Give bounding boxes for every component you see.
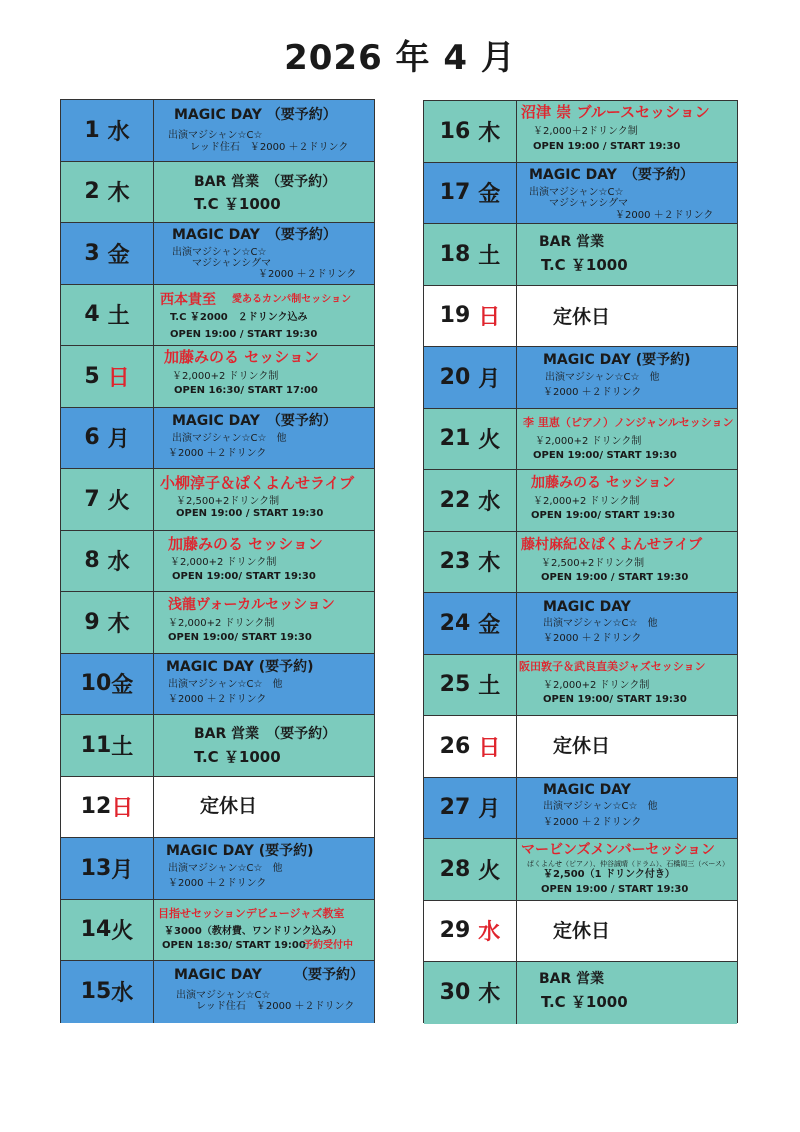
schedule-row-day-11 bbox=[61, 715, 374, 777]
weekday: 火 bbox=[107, 488, 130, 514]
event-line: MAGIC DAY (要予約) bbox=[543, 352, 691, 368]
schedule-row-day-17 bbox=[424, 163, 737, 225]
event-line: T.C ￥1000 bbox=[541, 256, 628, 274]
event-cell bbox=[517, 962, 737, 1024]
weekday: 水 bbox=[111, 981, 134, 1007]
event-line: MAGIC DAY (要予約) bbox=[166, 843, 314, 859]
weekday: 火 bbox=[478, 858, 501, 884]
date-cell bbox=[61, 715, 154, 776]
date-cell bbox=[424, 347, 517, 408]
event-line: ￥2000 ＋２ドリンク bbox=[543, 387, 642, 398]
event-line: 出演マジシャン☆C☆ bbox=[172, 247, 267, 258]
event-cell bbox=[517, 839, 737, 900]
event-cell bbox=[154, 900, 374, 961]
date-cell bbox=[424, 286, 517, 347]
event-line: OPEN 19:00 / START 19:30 bbox=[170, 328, 318, 340]
event-line: OPEN 19:00 / START 19:30 bbox=[541, 571, 689, 583]
schedule-row-day-13 bbox=[61, 838, 374, 900]
schedule-row-day-4 bbox=[61, 285, 374, 347]
event-line: マジシャンシグマ bbox=[549, 197, 629, 209]
event-line: ￥2,500（1 ドリンク付き） bbox=[543, 869, 675, 880]
event-line: MAGIC DAY （要予約） bbox=[172, 412, 337, 429]
event-cell bbox=[154, 285, 374, 346]
weekday: 水 bbox=[107, 119, 130, 145]
event-cell bbox=[154, 223, 374, 284]
event-line: 出演マジシャン☆C☆ 他 bbox=[172, 432, 287, 444]
event-line: ￥2000 ＋２ドリンク bbox=[168, 693, 267, 705]
date-cell bbox=[424, 470, 517, 531]
date-cell bbox=[61, 777, 154, 838]
event-line: BAR 営業 bbox=[539, 234, 605, 250]
closed-day-label: 定休日 bbox=[553, 305, 611, 328]
event-line: OPEN 19:00 / START 19:30 bbox=[541, 884, 689, 895]
schedule-column-right bbox=[423, 100, 738, 1023]
event-cell bbox=[517, 409, 737, 470]
weekday: 木 bbox=[478, 120, 501, 146]
event-line: ￥2,000＋2ドリンク制 bbox=[533, 126, 638, 137]
event-cell bbox=[154, 346, 374, 407]
date-cell bbox=[424, 593, 517, 654]
weekday: 金 bbox=[111, 673, 134, 699]
event-line: OPEN 19:00/ START 19:30 bbox=[531, 510, 675, 521]
date-cell bbox=[424, 224, 517, 285]
weekday: 日 bbox=[478, 305, 501, 331]
weekday: 月 bbox=[478, 797, 501, 823]
day-number: 18 bbox=[439, 241, 471, 267]
date-cell bbox=[61, 346, 154, 407]
event-line: 沼津 崇 ブルースセッション bbox=[521, 103, 710, 121]
date-cell bbox=[61, 469, 154, 530]
event-cell bbox=[517, 716, 737, 777]
schedule-row-day-18 bbox=[424, 224, 737, 286]
weekday: 金 bbox=[478, 612, 501, 638]
event-line: OPEN 18:30/ START 19:00 bbox=[162, 939, 306, 951]
schedule-row-day-16 bbox=[424, 101, 737, 163]
event-line: 西本貴至 bbox=[160, 291, 216, 308]
day-number: 6 bbox=[84, 425, 100, 451]
schedule-row-day-10 bbox=[61, 654, 374, 716]
event-line: ￥2,000+2 ドリンク制 bbox=[533, 496, 640, 507]
event-line: T.C ￥1000 bbox=[541, 993, 628, 1011]
event-line: 浅龍ヴォーカルセッション bbox=[168, 597, 335, 613]
schedule-row-day-27 bbox=[424, 778, 737, 840]
schedule-row-day-24 bbox=[424, 593, 737, 655]
day-number: 25 bbox=[439, 672, 471, 698]
event-cell bbox=[154, 531, 374, 592]
day-number: 12 bbox=[80, 794, 112, 820]
date-cell bbox=[424, 901, 517, 962]
event-line: BAR 営業 （要予約） bbox=[194, 726, 337, 742]
closed-day-label: 定休日 bbox=[553, 735, 611, 757]
schedule-row-day-7 bbox=[61, 469, 374, 531]
event-line: OPEN 19:00/ START 19:30 bbox=[543, 693, 687, 705]
event-line: MAGIC DAY bbox=[174, 967, 262, 983]
date-cell bbox=[424, 655, 517, 716]
event-line: ￥2,000+2 ドリンク制 bbox=[172, 371, 279, 382]
event-cell bbox=[517, 655, 737, 716]
day-number: 5 bbox=[84, 363, 100, 389]
day-number: 22 bbox=[439, 487, 471, 513]
event-cell bbox=[517, 532, 737, 593]
day-number: 17 bbox=[439, 180, 471, 206]
weekday: 火 bbox=[111, 919, 134, 945]
closed-day-label: 定休日 bbox=[553, 919, 611, 942]
date-cell bbox=[61, 100, 154, 161]
day-number: 3 bbox=[84, 240, 100, 266]
day-number: 20 bbox=[439, 364, 471, 390]
event-line: MAGIC DAY bbox=[543, 781, 631, 798]
event-line: 出演マジシャン☆C☆ 他 bbox=[168, 863, 283, 874]
event-line: ￥2000 ＋２ドリンク bbox=[168, 878, 267, 889]
day-number: 27 bbox=[439, 795, 471, 821]
schedule-row-day-19 bbox=[424, 286, 737, 348]
schedule-row-day-22 bbox=[424, 470, 737, 532]
day-number: 14 bbox=[80, 917, 112, 943]
date-cell bbox=[61, 654, 154, 715]
event-line: ￥2000 ＋２ドリンク bbox=[258, 269, 357, 280]
schedule-row-day-30 bbox=[424, 962, 737, 1024]
event-line: ￥2000 ＋２ドリンク bbox=[615, 209, 714, 221]
date-cell bbox=[424, 716, 517, 777]
event-line: T.C ￥1000 bbox=[194, 194, 281, 213]
schedule-row-day-14 bbox=[61, 900, 374, 962]
day-number: 29 bbox=[439, 918, 471, 944]
date-cell bbox=[424, 409, 517, 470]
event-cell bbox=[517, 286, 737, 347]
page-title: 2026 年 4 月 bbox=[284, 38, 516, 78]
event-line: MAGIC DAY bbox=[543, 599, 631, 615]
event-line: 出演マジシャン☆C☆ 他 bbox=[543, 800, 658, 812]
date-cell bbox=[424, 163, 517, 224]
event-line: 出演マジシャン☆C☆ bbox=[168, 130, 263, 141]
event-line: 小柳淳子＆ぱくよんせライブ bbox=[160, 474, 355, 492]
event-line: MAGIC DAY （要予約） bbox=[172, 227, 337, 243]
schedule-row-day-9 bbox=[61, 592, 374, 654]
date-cell bbox=[424, 839, 517, 900]
event-line: マービンズメンバーセッション bbox=[521, 842, 716, 858]
event-line: ￥2,000+2 ドリンク制 bbox=[168, 618, 275, 629]
schedule-row-day-26 bbox=[424, 716, 737, 778]
schedule-row-day-15 bbox=[61, 961, 374, 1023]
event-cell bbox=[154, 838, 374, 899]
event-line: 出演マジシャン☆C☆ 他 bbox=[168, 678, 283, 690]
event-cell bbox=[517, 901, 737, 962]
event-line: MAGIC DAY (要予約) bbox=[166, 658, 314, 675]
day-number: 19 bbox=[439, 303, 471, 329]
event-line: BAR 営業 （要予約） bbox=[194, 173, 337, 190]
event-line: OPEN 16:30/ START 17:00 bbox=[174, 385, 318, 396]
event-line: 李 里恵（ピアノ）ノンジャンルセッション bbox=[523, 415, 734, 429]
weekday: 金 bbox=[107, 242, 130, 268]
event-line: OPEN 19:00/ START 19:30 bbox=[172, 570, 316, 582]
day-number: 30 bbox=[439, 980, 471, 1006]
date-cell bbox=[61, 531, 154, 592]
event-cell bbox=[517, 347, 737, 408]
day-number: 8 bbox=[84, 548, 100, 574]
weekday: 月 bbox=[111, 857, 134, 883]
event-cell bbox=[517, 101, 737, 162]
schedule-row-day-2 bbox=[61, 162, 374, 224]
event-cell bbox=[517, 778, 737, 839]
event-line: ￥2,000+2 ドリンク制 bbox=[535, 435, 642, 447]
schedule-row-day-3 bbox=[61, 223, 374, 285]
weekday: 日 bbox=[107, 365, 130, 391]
weekday: 土 bbox=[111, 734, 134, 760]
event-line: 出演マジシャン☆C☆ bbox=[176, 990, 271, 1001]
day-number: 1 bbox=[84, 117, 100, 143]
date-cell bbox=[424, 962, 517, 1024]
event-cell bbox=[154, 654, 374, 715]
day-number: 24 bbox=[439, 610, 471, 636]
event-line: 阪田敦子＆武良直美ジャズセッション bbox=[519, 659, 706, 673]
day-number: 16 bbox=[439, 118, 471, 144]
closed-day-label: 定休日 bbox=[200, 794, 258, 817]
weekday: 火 bbox=[478, 428, 501, 454]
event-cell bbox=[517, 163, 737, 224]
event-line: OPEN 19:00 / START 19:30 bbox=[533, 141, 681, 152]
event-line: OPEN 19:00/ START 19:30 bbox=[533, 449, 677, 461]
event-line: 愛あるカンパ制セッション bbox=[232, 293, 352, 305]
event-line: レッド住石 ￥2000 ＋２ドリンク bbox=[196, 1001, 355, 1012]
weekday: 木 bbox=[478, 551, 501, 577]
event-cell bbox=[154, 592, 374, 653]
event-line: マジシャンシグマ bbox=[192, 258, 272, 269]
event-line: ￥2000 ＋２ドリンク bbox=[543, 816, 642, 828]
weekday: 土 bbox=[107, 304, 130, 330]
date-cell bbox=[61, 592, 154, 653]
event-cell bbox=[154, 408, 374, 469]
date-cell bbox=[61, 223, 154, 284]
event-line: 藤村麻紀＆ぱくよんせライブ bbox=[521, 536, 703, 553]
event-line: ￥2,000+2 ドリンク制 bbox=[543, 679, 650, 691]
schedule-row-day-28 bbox=[424, 839, 737, 901]
event-cell bbox=[154, 961, 374, 1023]
day-number: 21 bbox=[439, 426, 471, 452]
date-cell bbox=[61, 408, 154, 469]
event-line: ぱくよんせ（ピアノ）、仲谷誠晴（ドラム）、石橋周三（ベース） bbox=[527, 860, 730, 868]
schedule-column-left bbox=[60, 99, 375, 1023]
event-line: T.C ￥1000 bbox=[194, 748, 281, 766]
event-line: 加藤みのる セッション bbox=[164, 348, 319, 366]
date-cell bbox=[61, 285, 154, 346]
event-line: OPEN 19:00 / START 19:30 bbox=[176, 508, 324, 519]
event-line: 出演マジシャン☆C☆ 他 bbox=[545, 372, 660, 383]
date-cell bbox=[61, 900, 154, 961]
day-number: 9 bbox=[84, 609, 100, 635]
event-line: 加藤みのる セッション bbox=[168, 534, 323, 553]
schedule-row-day-6 bbox=[61, 408, 374, 470]
event-line: MAGIC DAY （要予約） bbox=[529, 166, 694, 183]
event-line: 目指せセッションデビュージャズ教室 bbox=[158, 906, 345, 920]
weekday: 水 bbox=[107, 550, 130, 576]
weekday: 水 bbox=[478, 489, 501, 515]
schedule-row-day-25 bbox=[424, 655, 737, 717]
weekday: 月 bbox=[107, 427, 130, 453]
event-line: ￥2,500+2ドリンク制 bbox=[176, 496, 280, 507]
event-line: T.C ￥2000 ２ドリンク込み bbox=[170, 311, 308, 323]
event-cell bbox=[154, 100, 374, 161]
day-number: 4 bbox=[84, 302, 100, 328]
event-line: OPEN 19:00/ START 19:30 bbox=[168, 632, 312, 643]
weekday: 土 bbox=[478, 674, 501, 700]
event-cell bbox=[517, 224, 737, 285]
weekday: 日 bbox=[478, 735, 501, 761]
day-number: 26 bbox=[439, 733, 471, 759]
schedule-row-day-20 bbox=[424, 347, 737, 409]
event-cell bbox=[154, 162, 374, 223]
event-line: BAR 営業 bbox=[539, 971, 605, 987]
weekday: 水 bbox=[478, 920, 501, 946]
event-cell bbox=[154, 777, 374, 838]
event-cell bbox=[517, 593, 737, 654]
day-number: 11 bbox=[80, 732, 112, 758]
event-line: ￥2,500+2ドリンク制 bbox=[541, 557, 645, 569]
event-cell bbox=[154, 469, 374, 530]
date-cell bbox=[424, 778, 517, 839]
schedule-row-day-5 bbox=[61, 346, 374, 408]
schedule-row-day-21 bbox=[424, 409, 737, 471]
weekday: 日 bbox=[111, 796, 134, 822]
event-line: （要予約） bbox=[294, 967, 364, 983]
date-cell bbox=[61, 838, 154, 899]
event-line: 予約受付中 bbox=[303, 939, 353, 951]
date-cell bbox=[61, 961, 154, 1023]
event-line: ￥2,000+2 ドリンク制 bbox=[170, 556, 277, 568]
day-number: 2 bbox=[84, 179, 100, 205]
date-cell bbox=[424, 101, 517, 162]
schedule-row-day-23 bbox=[424, 532, 737, 594]
event-line: ￥3000（教材費、ワンドリンク込み） bbox=[164, 925, 342, 937]
weekday: 木 bbox=[107, 181, 130, 207]
event-line: ￥2000 ＋２ドリンク bbox=[543, 633, 642, 644]
day-number: 13 bbox=[80, 855, 112, 881]
schedule-row-day-29 bbox=[424, 901, 737, 963]
schedule-row-day-1 bbox=[61, 100, 374, 162]
day-number: 28 bbox=[439, 856, 471, 882]
date-cell bbox=[61, 162, 154, 223]
day-number: 23 bbox=[439, 549, 471, 575]
day-number: 7 bbox=[84, 486, 100, 512]
event-line: 出演マジシャン☆C☆ bbox=[529, 186, 624, 198]
weekday: 木 bbox=[478, 982, 501, 1008]
event-cell bbox=[154, 715, 374, 776]
weekday: 金 bbox=[478, 182, 501, 208]
event-line: MAGIC DAY （要予約） bbox=[174, 107, 337, 123]
day-number: 10 bbox=[80, 671, 112, 697]
schedule-row-day-12 bbox=[61, 777, 374, 839]
event-line: 出演マジシャン☆C☆ 他 bbox=[543, 618, 658, 629]
event-cell bbox=[517, 470, 737, 531]
day-number: 15 bbox=[80, 979, 112, 1005]
date-cell bbox=[424, 532, 517, 593]
weekday: 月 bbox=[478, 366, 501, 392]
event-line: 加藤みのる セッション bbox=[531, 475, 676, 491]
weekday: 木 bbox=[107, 611, 130, 637]
event-line: レッド住石 ￥2000 ＋２ドリンク bbox=[190, 142, 349, 153]
weekday: 土 bbox=[478, 243, 501, 269]
event-line: ￥2000 ＋２ドリンク bbox=[168, 447, 267, 459]
schedule-row-day-8 bbox=[61, 531, 374, 593]
